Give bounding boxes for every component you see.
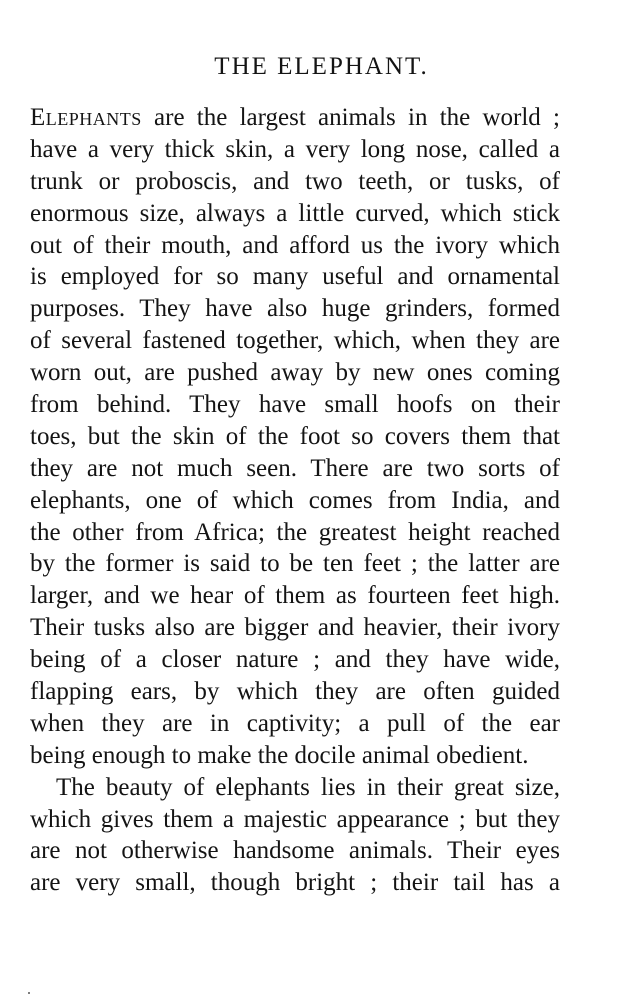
text-line-10: from behind. They have small hoofs on their [30,391,560,419]
text-line-12: they are not much seen. There are two sorts of [30,454,560,482]
text-line-14: the other from Africa; the greatest height reached [30,518,560,546]
page-title: THE ELEPHANT. [214,53,429,80]
text-line-25: are very small, though bright ; their tail has a [30,869,560,897]
text-line-23: which gives them a majestic appearance ; but they [30,805,560,833]
text-line-1-rest: are the largest animals in the world ; [141,104,560,131]
text-line-8: of several fastened together, which, when they are [30,327,560,355]
text-line-4: enormous size, always a little curved, which stick [30,199,560,227]
text-line-2: have a very thick skin, a very long nose, called a [30,135,560,163]
ink-speck [28,992,30,994]
text-line-22: The beauty of elephants lies in their great size, [56,773,560,801]
lead-word: Elephants [30,104,142,131]
text-line-11: toes, but the skin of the foot so covers them that [30,422,560,450]
text-line-24: are not otherwise handsome animals. Their eyes [30,837,560,865]
text-line-20: when they are in captivity; a pull of the ear [30,709,560,737]
text-line-16: larger, and we hear of them as fourteen feet high. [30,582,560,610]
text-line-15: by the former is said to be ten feet ; the latter are [30,550,560,578]
text-line-17: Their tusks also are bigger and heavier, their ivory [30,614,560,642]
text-line-9: worn out, are pushed away by new ones coming [30,359,560,387]
text-line-7: purposes. They have also huge grinders, formed [30,295,560,323]
text-line-6: is employed for so many useful and ornamental [30,263,560,291]
text-line-19: flapping ears, by which they are often guided [30,678,560,706]
text-line-13: elephants, one of which comes from India, and [30,486,560,514]
text-line-18: being of a closer nature ; and they have wide, [30,646,560,674]
text-line-3: trunk or proboscis, and two teeth, or tusks, of [30,167,560,195]
body-text [30,102,560,899]
text-line-1 [30,102,560,134]
text-line-5: out of their mouth, and afford us the ivory which [30,231,560,259]
text-line-21: being enough to make the docile animal obedient. [30,741,529,769]
